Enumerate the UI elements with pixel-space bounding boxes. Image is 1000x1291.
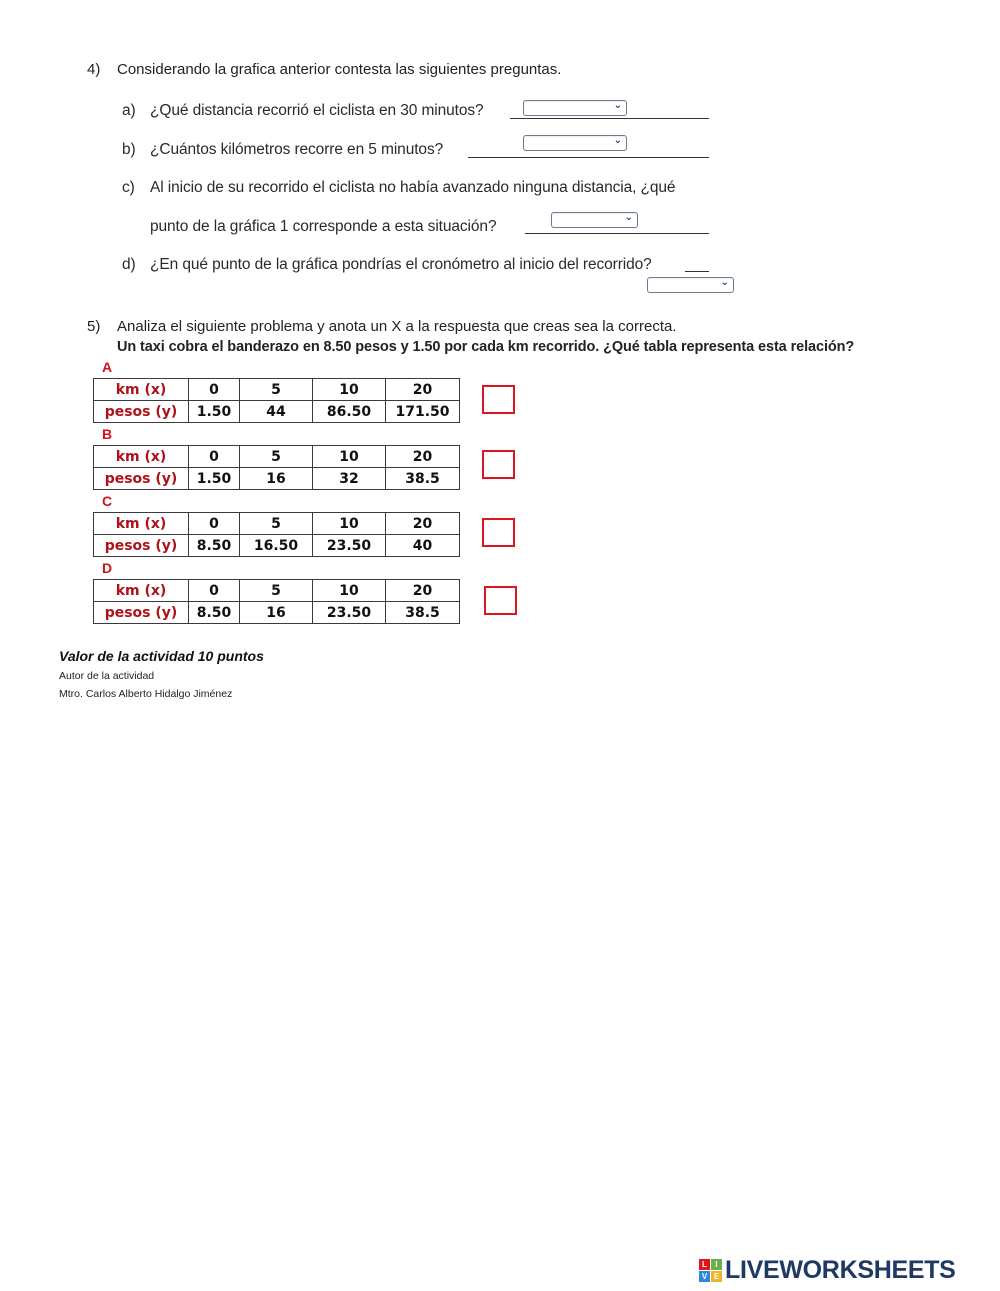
table-cell: 38.5 bbox=[386, 468, 460, 490]
table-cell: 0 bbox=[189, 379, 240, 401]
option-c-letter: C bbox=[102, 493, 113, 509]
question-4a-letter: a) bbox=[122, 102, 136, 119]
question-4c-continued bbox=[150, 218, 496, 236]
option-b-letter: B bbox=[102, 426, 113, 442]
table-row bbox=[94, 468, 460, 490]
table-cell: 23.50 bbox=[313, 602, 386, 624]
table-cell: 86.50 bbox=[313, 401, 386, 423]
question-4c-letter: c) bbox=[122, 179, 135, 196]
question-4a bbox=[122, 102, 484, 120]
option-b-table bbox=[93, 445, 460, 490]
table-row bbox=[94, 401, 460, 423]
table-cell: km (x) bbox=[94, 513, 189, 535]
table-cell: 44 bbox=[240, 401, 313, 423]
chevron-down-icon: ⌄ bbox=[613, 135, 622, 146]
question-4b bbox=[122, 141, 443, 159]
question-5-title bbox=[87, 318, 677, 335]
author-label: Autor de la actividad bbox=[59, 670, 155, 682]
chevron-down-icon: ⌄ bbox=[613, 100, 622, 111]
question-5-number: 5) bbox=[87, 318, 101, 335]
answer-dropdown-4b[interactable] bbox=[523, 135, 627, 151]
option-d-checkbox[interactable] bbox=[484, 586, 517, 615]
table-cell: pesos (y) bbox=[94, 468, 189, 490]
answer-dropdown-4a[interactable] bbox=[523, 100, 627, 116]
activity-value: Valor de la actividad 10 puntos bbox=[59, 648, 264, 664]
brand-name: LIVEWORKSHEETS bbox=[725, 1255, 956, 1284]
option-c-table bbox=[93, 512, 460, 557]
table-cell: 38.5 bbox=[386, 602, 460, 624]
table-cell: 16.50 bbox=[240, 535, 313, 557]
answer-dropdown-4c[interactable] bbox=[551, 212, 638, 228]
author-name: Mtro. Carlos Alberto Hidalgo Jiménez bbox=[59, 688, 233, 700]
table-cell: 10 bbox=[313, 446, 386, 468]
option-d-letter: D bbox=[102, 560, 113, 576]
table-row bbox=[94, 379, 460, 401]
question-4-text: Considerando la grafica anterior contesta las siguientes preguntas. bbox=[117, 61, 562, 78]
table-cell: 5 bbox=[240, 580, 313, 602]
question-4c-text: Al inicio de su recorrido el ciclista no había avanzado ninguna distancia, ¿qué bbox=[150, 179, 676, 196]
answer-line-4c bbox=[525, 233, 709, 234]
table-cell: 20 bbox=[386, 513, 460, 535]
table-cell: 10 bbox=[313, 580, 386, 602]
table-cell: 16 bbox=[240, 602, 313, 624]
question-4d bbox=[122, 256, 652, 274]
table-cell: 10 bbox=[313, 379, 386, 401]
option-a-table bbox=[93, 378, 460, 423]
question-5-text: Analiza el siguiente problema y anota un X a la respuesta que creas sea la correcta. bbox=[117, 318, 677, 335]
question-4-number: 4) bbox=[87, 61, 101, 78]
answer-line-4b bbox=[468, 157, 709, 158]
table-cell: 0 bbox=[189, 513, 240, 535]
table-cell: 20 bbox=[386, 446, 460, 468]
answer-line-4a bbox=[510, 118, 709, 119]
option-a-checkbox[interactable] bbox=[482, 385, 515, 414]
liveworksheets-logo bbox=[699, 1256, 956, 1284]
question-4c-text-2: punto de la gráfica 1 corresponde a esta situación? bbox=[150, 218, 497, 235]
chevron-down-icon: ⌄ bbox=[720, 277, 729, 288]
question-4b-text: ¿Cuántos kilómetros recorre en 5 minutos? bbox=[150, 141, 444, 158]
table-cell: pesos (y) bbox=[94, 602, 189, 624]
table-cell: 40 bbox=[386, 535, 460, 557]
table-cell: 1.50 bbox=[189, 468, 240, 490]
logo-mark-letter: L bbox=[699, 1259, 710, 1270]
table-cell: 171.50 bbox=[386, 401, 460, 423]
table-row bbox=[94, 535, 460, 557]
option-d-table bbox=[93, 579, 460, 624]
table-cell: 8.50 bbox=[189, 535, 240, 557]
logo-mark-letter: I bbox=[711, 1259, 722, 1270]
table-cell: 20 bbox=[386, 379, 460, 401]
table-cell: 0 bbox=[189, 580, 240, 602]
chevron-down-icon: ⌄ bbox=[624, 212, 633, 223]
logo-mark-letter: V bbox=[699, 1271, 710, 1282]
table-cell: 0 bbox=[189, 446, 240, 468]
question-4d-text: ¿En qué punto de la gráfica pondrías el cronómetro al inicio del recorrido? bbox=[150, 256, 652, 273]
question-4b-letter: b) bbox=[122, 141, 136, 158]
table-cell: 8.50 bbox=[189, 602, 240, 624]
question-4c bbox=[122, 179, 675, 197]
table-cell: 20 bbox=[386, 580, 460, 602]
table-cell: 5 bbox=[240, 513, 313, 535]
table-cell: 10 bbox=[313, 513, 386, 535]
question-4-title bbox=[87, 61, 561, 78]
table-cell: 5 bbox=[240, 446, 313, 468]
option-c-checkbox[interactable] bbox=[482, 518, 515, 547]
question-4a-text: ¿Qué distancia recorrió el ciclista en 30 minutos? bbox=[150, 102, 484, 119]
table-cell: 23.50 bbox=[313, 535, 386, 557]
table-cell: 1.50 bbox=[189, 401, 240, 423]
logo-mark-icon bbox=[699, 1259, 722, 1282]
table-cell: pesos (y) bbox=[94, 401, 189, 423]
table-row bbox=[94, 580, 460, 602]
table-cell: 32 bbox=[313, 468, 386, 490]
option-a-letter: A bbox=[102, 359, 113, 375]
answer-dropdown-4d[interactable] bbox=[647, 277, 734, 293]
table-cell: km (x) bbox=[94, 379, 189, 401]
table-cell: km (x) bbox=[94, 446, 189, 468]
question-4d-letter: d) bbox=[122, 256, 136, 273]
table-row bbox=[94, 602, 460, 624]
table-row bbox=[94, 513, 460, 535]
table-cell: km (x) bbox=[94, 580, 189, 602]
option-b-checkbox[interactable] bbox=[482, 450, 515, 479]
answer-line-4d bbox=[685, 271, 709, 272]
table-cell: 5 bbox=[240, 379, 313, 401]
table-cell: 16 bbox=[240, 468, 313, 490]
table-row bbox=[94, 446, 460, 468]
table-cell: pesos (y) bbox=[94, 535, 189, 557]
logo-mark-letter: E bbox=[711, 1271, 722, 1282]
problem-statement: Un taxi cobra el banderazo en 8.50 pesos y 1.50 por cada km recorrido. ¿Qué tabla representa esta relación? bbox=[117, 339, 855, 355]
